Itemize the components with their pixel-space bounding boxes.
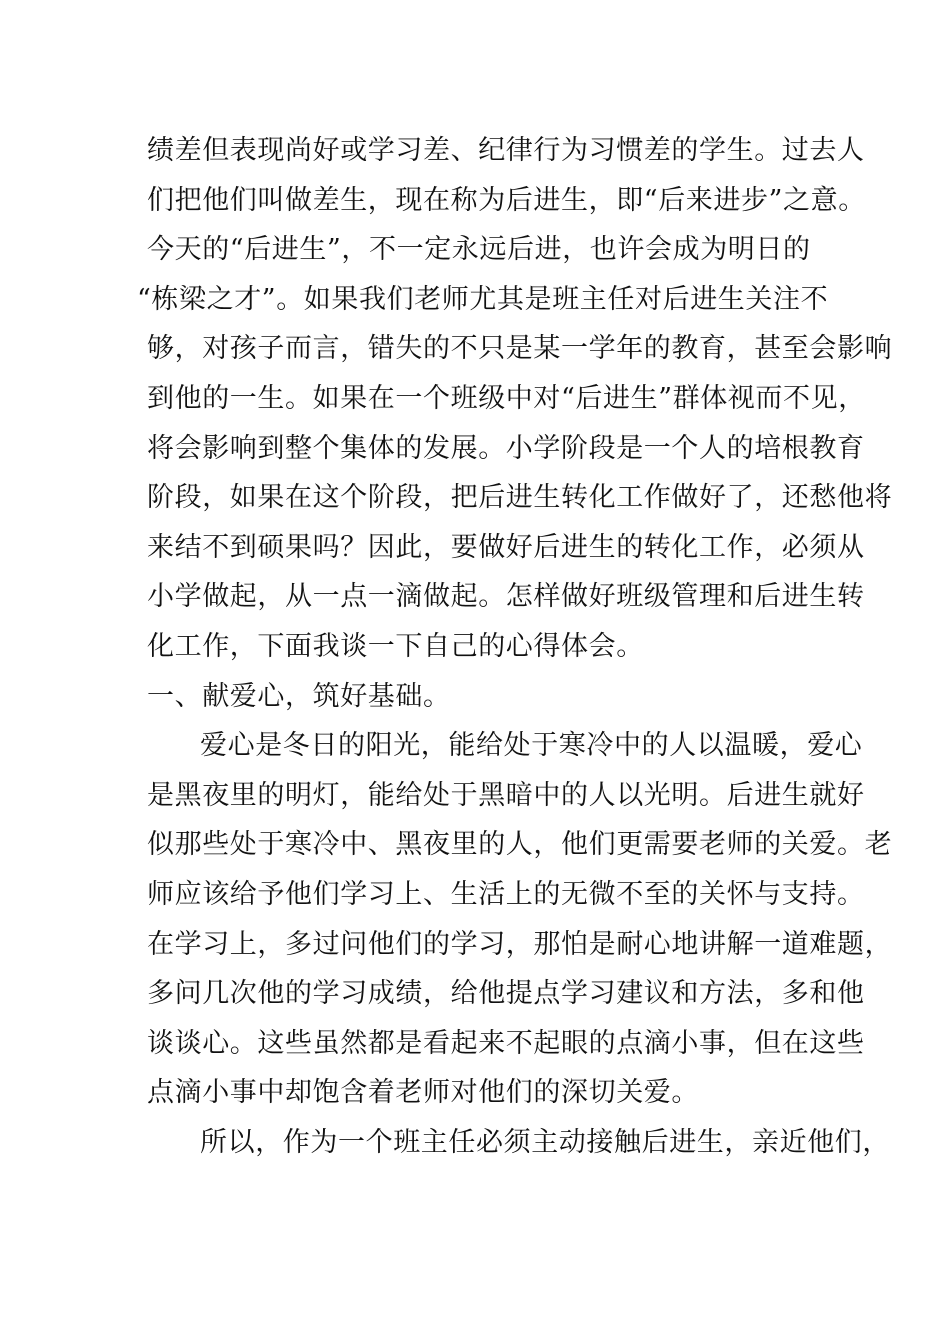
text-line: 爱心是冬日的阳光，能给处于寒冷中的人以温暖，爱心 [200, 730, 863, 762]
text-line: 绩差但表现尚好或学习差、纪律行为习惯差的学生。过去人 [147, 135, 865, 166]
text-line: 多问几次他的学习成绩，给他提点学习建议和方法，多和他 [147, 978, 865, 1010]
text-line: 够，对孩子而言，错失的不只是某一学年的教育，甚至会影响 [147, 333, 893, 365]
text-line: 谈谈心。这些虽然都是看起来不起眼的点滴小事，但在这些 [147, 1027, 865, 1059]
text-line: 在学习上，多过问他们的学习，那怕是耐心地讲解一道难题， [147, 928, 893, 960]
text-line: 是黑夜里的明灯，能给处于黑暗中的人以光明。后进生就好 [147, 779, 865, 811]
text-line: 今天的“后进生”，不一定永远后进，也许会成为明日的 [147, 234, 811, 266]
text-line: “栋梁之才”。如果我们老师尤其是班主任对后进生关注不 [137, 283, 829, 315]
text-line: 来结不到硕果吗？因此，要做好后进生的转化工作，必须从 [147, 531, 865, 563]
text-line: 将会影响到整个集体的发展。小学阶段是一个人的培根教育 [147, 432, 865, 464]
text-line: 到他的一生。如果在一个班级中对“后进生”群体视而不见， [147, 382, 866, 414]
text-line: 似那些处于寒冷中、黑夜里的人，他们更需要老师的关爱。老 [147, 829, 893, 861]
text-line: 师应该给予他们学习上、生活上的无微不至的关怀与支持。 [147, 878, 865, 910]
text-line: 们把他们叫做差生，现在称为后进生，即“后来进步”之意。 [147, 184, 866, 216]
body-text [137, 126, 893, 1167]
section-heading: 一、献爱心，筑好基础。 [147, 680, 451, 712]
text-line: 阶段，如果在这个阶段，把后进生转化工作做好了，还愁他将 [147, 482, 893, 514]
text-line: 小学做起，从一点一滴做起。怎样做好班级管理和后进生转 [147, 581, 865, 613]
text-line: 化工作，下面我谈一下自己的心得体会。 [147, 630, 644, 662]
text-line: 点滴小事中却饱含着老师对他们的深切关爱。 [147, 1077, 699, 1109]
text-line: 所以，作为一个班主任必须主动接触后进生，亲近他们， [200, 1126, 890, 1158]
